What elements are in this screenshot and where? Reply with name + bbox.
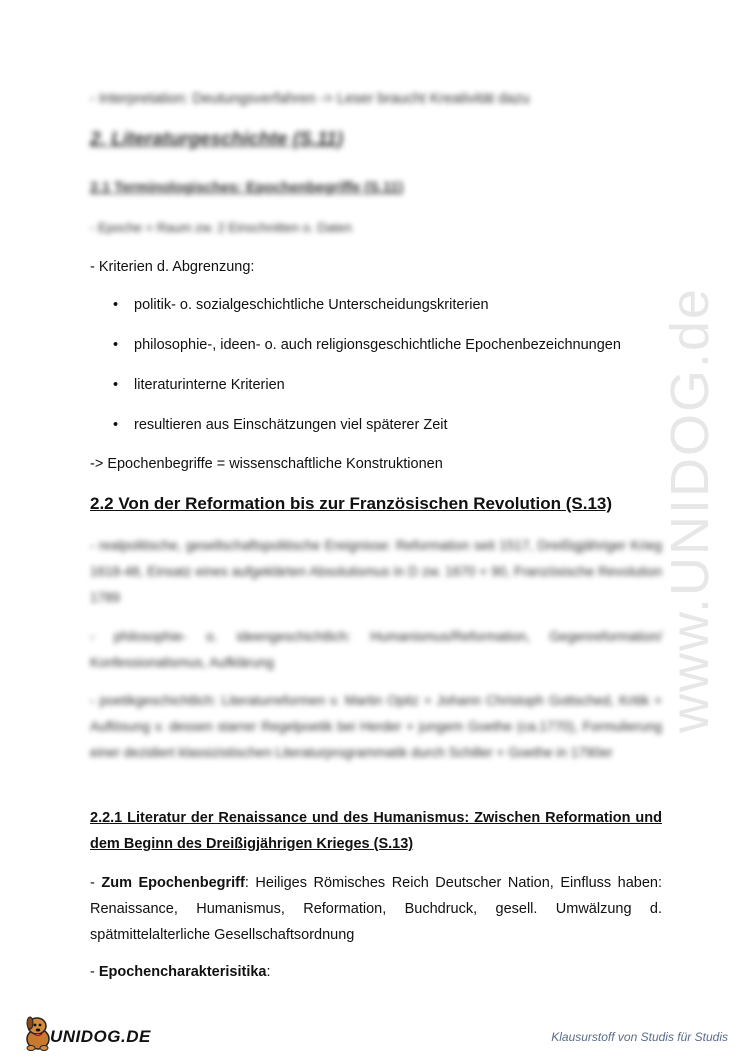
epochenbegriff-prefix: -	[90, 875, 102, 891]
bullet-symbol: •	[113, 297, 119, 313]
section-2-2-1-title: 2.2.1 Literatur der Renaissance und des Humanismus: Zwischen Reformation und dem Beginn des Dreißigjährigen Krieges (S.13)	[90, 810, 662, 852]
criteria-intro: - Kriterien d. Abgrenzung:	[90, 259, 255, 275]
section-2-2-title: 2.2 Von der Reformation bis zur Französischen Revolution (S.13)	[90, 494, 613, 513]
section-2-1-title: 2.1 Terminologisches: Epochenbegriffe (S.11)	[90, 180, 404, 196]
logo-text: UNIDOG.DE	[50, 1027, 151, 1046]
paragraph-philosophy: - philosophie- o. ideengeschichtlich: Humanismus/Reformation, Gegenreformation/ Konfessionalismus, Aufklärung	[90, 629, 662, 670]
epochenbegriff-text: : Heiliges Römisches Reich Deutscher Nation, Einfluss haben: Renaissance, Humanismus, Reformation, Buchdruck, gesell. Umwälzung d. spätmittelalterliche Gesellschaftsordnung	[90, 875, 662, 943]
list-item-text: politik- o. sozialgeschichtliche Unterscheidungskriterien	[134, 297, 489, 313]
list-item-text: philosophie-, ideen- o. auch religionsgeschichtliche Epochenbezeichnungen	[134, 337, 621, 353]
watermark-text: www.UNIDOG.de	[660, 286, 720, 734]
epoche-definition: - Epoche = Raum zw. 2 Einschnitten o. Daten	[90, 220, 352, 235]
paragraph-events: - realpolitische, gesellschaftspolitische Ereignisse: Reformation seit 1517, Dreißigjähriger Krieg 1618-48, Einsatz eines aufgeklärten Absolutismus in D zw. 1670 + 90, Französische Revolution 1789	[90, 538, 662, 605]
bullet-symbol: •	[113, 377, 119, 393]
unidog-logo	[22, 1013, 162, 1053]
paragraph-epochenbegriff	[90, 870, 662, 948]
merkmale-label: Epochencharakterisitika	[98, 964, 267, 980]
bullet-symbol: •	[113, 337, 119, 353]
footer-tagline: Klausurstoff von Studis für Studis	[551, 1030, 728, 1044]
paragraph-merkmale	[90, 960, 662, 984]
section-2-title: 2. Literaturgeschichte (S.11)	[90, 129, 344, 150]
conclusion-line: -> Epochenbegriffe = wissenschaftliche Konstruktionen	[90, 456, 443, 472]
intro-line: - Interpretation: Deutungsverfahren -> Leser braucht Kreativität dazu	[90, 91, 530, 107]
bullet-symbol: •	[113, 417, 119, 433]
list-item-text: literaturinterne Kriterien	[134, 377, 285, 393]
list-item-text: resultieren aus Einschätzungen viel späterer Zeit	[134, 417, 448, 433]
paragraph-poetics: - poetikgeschichtlich: Literaturreformen v. Martin Opitz + Johann Christoph Gottsched, Kritik + Auflösung v. dessen starrer Regelpoetik bei Herder + jungem Goethe (ca.1770), Formulierung einer dezidiert klassizistischen Literaturprogrammatik durch Schiller + Goethe in 1790er	[90, 693, 662, 760]
merkmale-prefix: -	[90, 964, 99, 980]
epochenbegriff-label: Zum Epochenbegriff	[101, 875, 245, 891]
merkmale-suffix: :	[266, 964, 271, 980]
